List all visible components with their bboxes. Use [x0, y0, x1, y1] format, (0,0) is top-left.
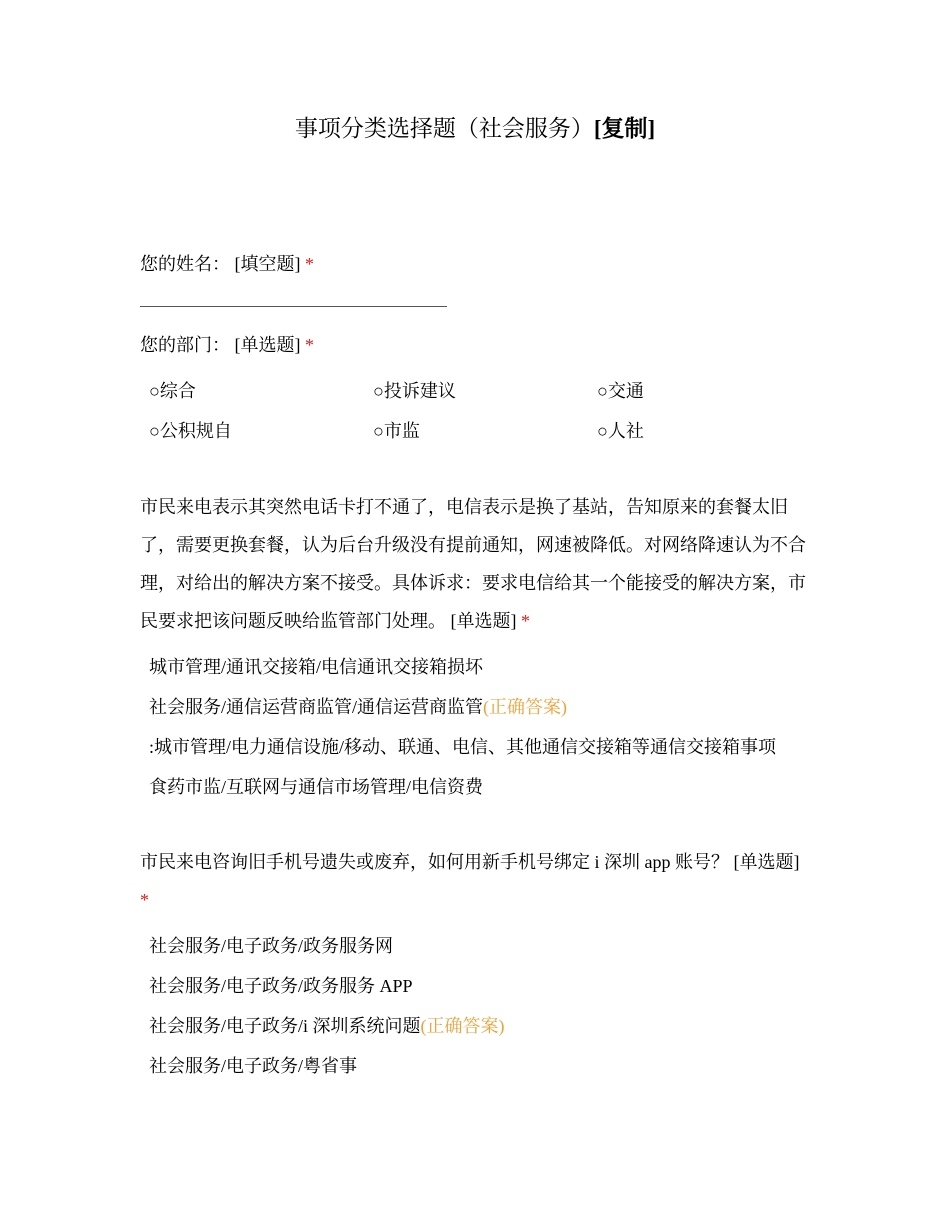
- dept-option[interactable]: ○人社: [597, 421, 644, 441]
- question-text: 市民来电表示其突然电话卡打不通了，电信表示是换了基站，告知原来的套餐太旧了，需要更换套餐，认为后台升级没有提前通知，网速被降低。对网络降速认为不合理，对给出的解决方案不接受。具体诉求：要求电信给其一个能接受的解决方案，市民要求把该问题反映给监管部门处理。: [140, 497, 806, 631]
- page-title: [0, 110, 950, 143]
- option-text: 社会服务/通信运营商监管/通信运营商监管: [149, 697, 484, 717]
- required-mark: *: [305, 254, 314, 274]
- q1-option[interactable]: 城市管理/通讯交接箱/电信通讯交接箱损坏: [149, 657, 484, 677]
- question-dept: [140, 333, 314, 357]
- required-mark: *: [305, 335, 314, 355]
- question-2: [140, 843, 800, 919]
- question-name: [140, 252, 314, 276]
- q1-option[interactable]: [149, 695, 567, 719]
- correct-answer-tag: (正确答案): [483, 697, 568, 717]
- question-label: 您的姓名：: [140, 254, 230, 274]
- question-type: [单选题]: [234, 335, 301, 355]
- dept-option[interactable]: ○交通: [597, 381, 644, 401]
- question-type: [填空题]: [234, 254, 301, 274]
- dept-option[interactable]: ○综合: [149, 381, 196, 401]
- q2-option[interactable]: 社会服务/电子政务/粤省事: [149, 1056, 358, 1076]
- question-type: [单选题]: [733, 852, 800, 872]
- dept-option[interactable]: ○公积规自: [149, 421, 232, 441]
- required-mark: *: [140, 890, 149, 910]
- name-input-line[interactable]: [140, 306, 447, 307]
- dept-option[interactable]: ○市监: [373, 421, 420, 441]
- question-label: 您的部门：: [140, 335, 230, 355]
- question-1: [140, 488, 815, 640]
- q2-option[interactable]: [149, 1014, 505, 1038]
- q2-option[interactable]: 社会服务/电子政务/政务服务网: [149, 936, 394, 956]
- q1-option[interactable]: 食药市监/互联网与通信市场管理/电信资费: [149, 777, 484, 797]
- q1-option[interactable]: :城市管理/电力通信设施/移动、联通、电信、其他通信交接箱等通信交接箱事项: [149, 737, 776, 757]
- question-text: 市民来电咨询旧手机号遗失或废弃，如何用新手机号绑定 i 深圳 app 账号？: [140, 852, 729, 872]
- question-type: [单选题]: [450, 611, 517, 631]
- required-mark: *: [521, 611, 530, 631]
- correct-answer-tag: (正确答案): [420, 1016, 505, 1036]
- option-text: 社会服务/电子政务/i 深圳系统问题: [149, 1016, 421, 1036]
- copy-tag: [复制]: [593, 116, 656, 141]
- q2-option[interactable]: 社会服务/电子政务/政务服务 APP: [149, 976, 413, 996]
- title-text: 事项分类选择题（社会服务）: [294, 116, 594, 141]
- dept-option[interactable]: ○投诉建议: [373, 381, 456, 401]
